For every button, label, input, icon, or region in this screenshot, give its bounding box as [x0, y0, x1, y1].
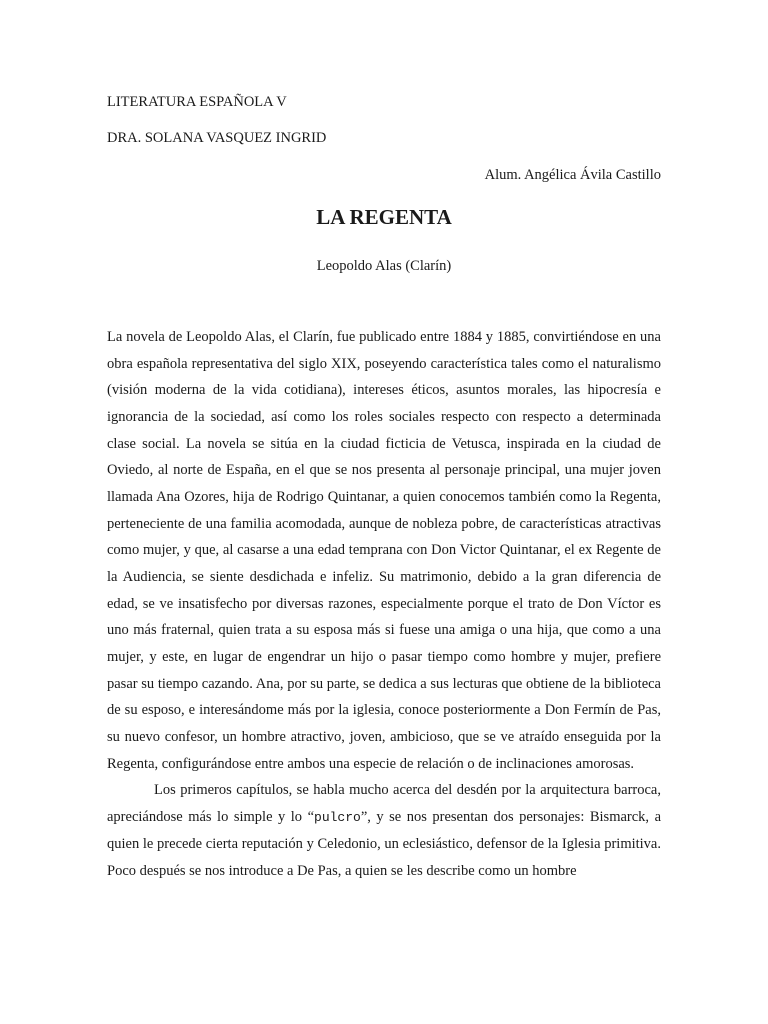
body-paragraph: La novela de Leopoldo Alas, el Clarín, fue publicado entre 1884 y 1885, convirtiéndose en una obra española representativa del siglo XIX, poseyendo característica tales como el naturalismo (visión moderna de la vida cotidiana), intereses éticos, asuntos morales, las hipocresía e ignorancia de la sociedad, así como los roles sociales respecto con respecto a determinada clase social. La novela se sitúa en la ciudad ficticia de Vetusca, inspirada en la ciudad de Oviedo, al norte de España, en el que se nos presenta al personaje principal, una mujer joven llamada Ana Ozores, hija de Rodrigo Quintanar, a quien conocemos también como la Regenta, perteneciente de una familia acomodada, aunque de nobleza pobre, de características atractivas como mujer, y que, al casarse a una edad temprana con Don Victor Quintanar, el ex Regente de la Audiencia, se siente desdichada e infeliz. Su matrimonio, debido a la gran diferencia de edad, se ve insatisfecho por diversas razones, especialmente porque el trato de Don Víctor es uno más fraternal, quien trata a su esposa más si fuese una amiga o una hija, que como a una mujer, y este, en lugar de engendrar un hijo o pasar tiempo como hombre y mujer, prefiere pasar su tiempo cazando. Ana, por su parte, se dedica a sus lecturas que obtiene de la biblioteca de su esposo, e interesándome más por la iglesia, conoce posteriormente a Don Fermín de Pas, su nuevo confesor, un hombre atractivo, joven, ambicioso, que se ve atraído enseguida por la Regenta, configurándose entre ambos una especie de relación o de inclinaciones amorosas. — [107, 329, 661, 772]
student-name: Alum. Angélica Ávila Castillo — [484, 167, 661, 183]
paragraph-text: ”, y se nos presentan dos personajes: Bismarck, a quien le precede cierta reputación y Celedonio, un eclesiástico, defensor de la Iglesia primitiva. Poco después se nos introduce a De Pas, a quien se les describe como un hombre — [107, 808, 662, 880]
document-author: Leopoldo Alas (Clarín) — [316, 258, 452, 274]
document-body — [107, 324, 661, 885]
body-paragraph — [107, 777, 661, 885]
quoted-word: pulcro — [314, 809, 361, 825]
document-title: LA REGENTA — [316, 205, 452, 229]
course-name: LITERATURA ESPAÑOLA V — [107, 94, 287, 110]
professor-name: DRA. SOLANA VASQUEZ INGRID — [107, 130, 327, 146]
paragraph-text: Los primeros capítulos, se habla mucho acerca del desdén por la arquitectura barroca, apreciándose más lo simple y lo “ — [107, 782, 661, 825]
